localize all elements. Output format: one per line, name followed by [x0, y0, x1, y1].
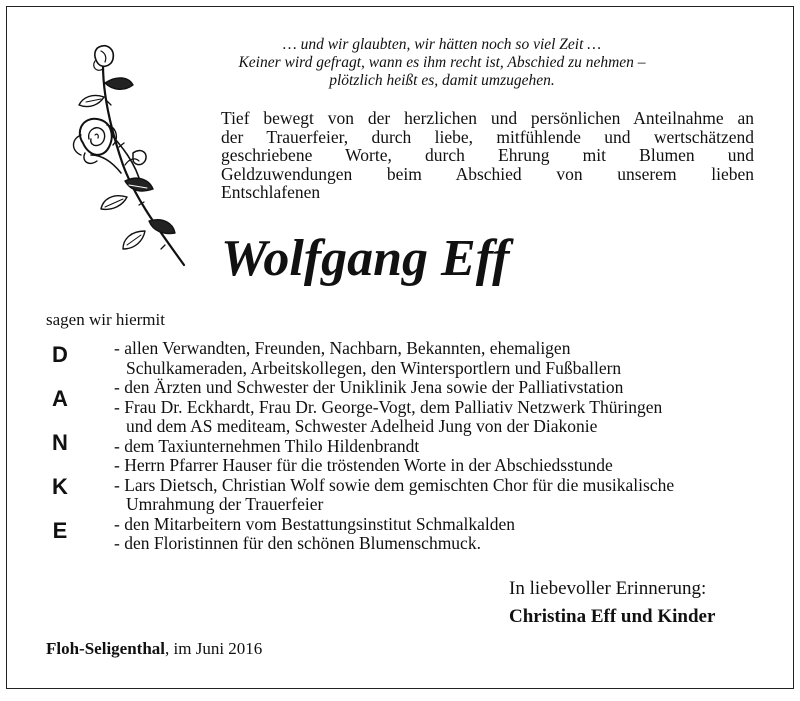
- closing-block: [509, 575, 715, 631]
- closing-line: In liebevoller Erinnerung:: [509, 578, 707, 599]
- intro-line: Entschlafenen: [221, 182, 321, 202]
- deceased-name: Wolfgang Eff: [221, 230, 510, 287]
- sagen-text: sagen wir hiermit: [46, 310, 165, 329]
- place-date-text: , im Juni 2016: [165, 639, 263, 658]
- thanks-item-continuation: Schulkameraden, Arbeitskollegen, den Wintersportlern und Fußballern: [126, 357, 622, 378]
- thanks-item-continuation: und dem AS mediteam, Schwester Adelheid Jung von der Diakonie: [126, 416, 598, 436]
- place-date: [46, 639, 262, 659]
- intro-paragraph: [221, 109, 754, 202]
- motto-line: … und wir glaubten, wir hätten noch so viel Zeit …: [282, 36, 602, 53]
- thanks-item: - Frau Dr. Eckhardt, Frau Dr. George-Vogt, dem Palliativ Netzwerk Thüringen: [114, 396, 663, 417]
- danke-letter: K: [52, 474, 68, 499]
- rose-illustration: [41, 35, 191, 270]
- thanks-item: - den Floristinnen für den schönen Blumenschmuck.: [114, 533, 481, 553]
- thanks-item: - Herrn Pfarrer Hauser für die tröstenden Worte in der Abschiedsstunde: [114, 455, 613, 475]
- intro-line: Tief bewegt von der herzlichen und persönlichen Anteilnahme an: [221, 108, 754, 128]
- motto-line: plötzlich heißt es, damit umzugehen.: [329, 72, 555, 89]
- thanks-item-continuation: Umrahmung der Trauerfeier: [126, 494, 324, 514]
- intro-line: geschriebene Worte, durch Ehrung mit Blumen und: [221, 145, 754, 165]
- danke-letter: D: [52, 342, 68, 367]
- intro-line: der Trauerfeier, durch liebe, mitfühlende und wertschätzend: [221, 126, 754, 147]
- thanks-item: - allen Verwandten, Freunden, Nachbarn, Bekannten, ehemaligen: [114, 338, 571, 358]
- thanks-item: - den Mitarbeitern vom Bestattungsinstitut Schmalkalden: [114, 513, 515, 534]
- motto-line: Keiner wird gefragt, wann es ihm recht ist, Abschied zu nehmen –: [238, 54, 646, 71]
- danke-letter: E: [52, 518, 68, 543]
- thanks-item: - den Ärzten und Schwester der Uniklinik Jena sowie der Palliativstation: [114, 377, 624, 397]
- place-town: Floh-Seligenthal: [46, 639, 166, 658]
- motto-verse: [212, 36, 672, 90]
- thanks-item: - dem Taxiunternehmen Thilo Hildenbrandt: [114, 435, 420, 456]
- danke-letter: N: [52, 430, 68, 455]
- thanks-item: - Lars Dietsch, Christian Wolf sowie dem gemischten Chor für die musikalische: [114, 474, 675, 495]
- thanks-list: [114, 339, 754, 554]
- obituary-notice: [6, 6, 794, 689]
- signature: Christina Eff und Kinder: [509, 606, 716, 627]
- intro-line: Geldzuwendungen beim Abschied von unserem lieben: [221, 163, 754, 184]
- danke-letter: A: [52, 386, 68, 411]
